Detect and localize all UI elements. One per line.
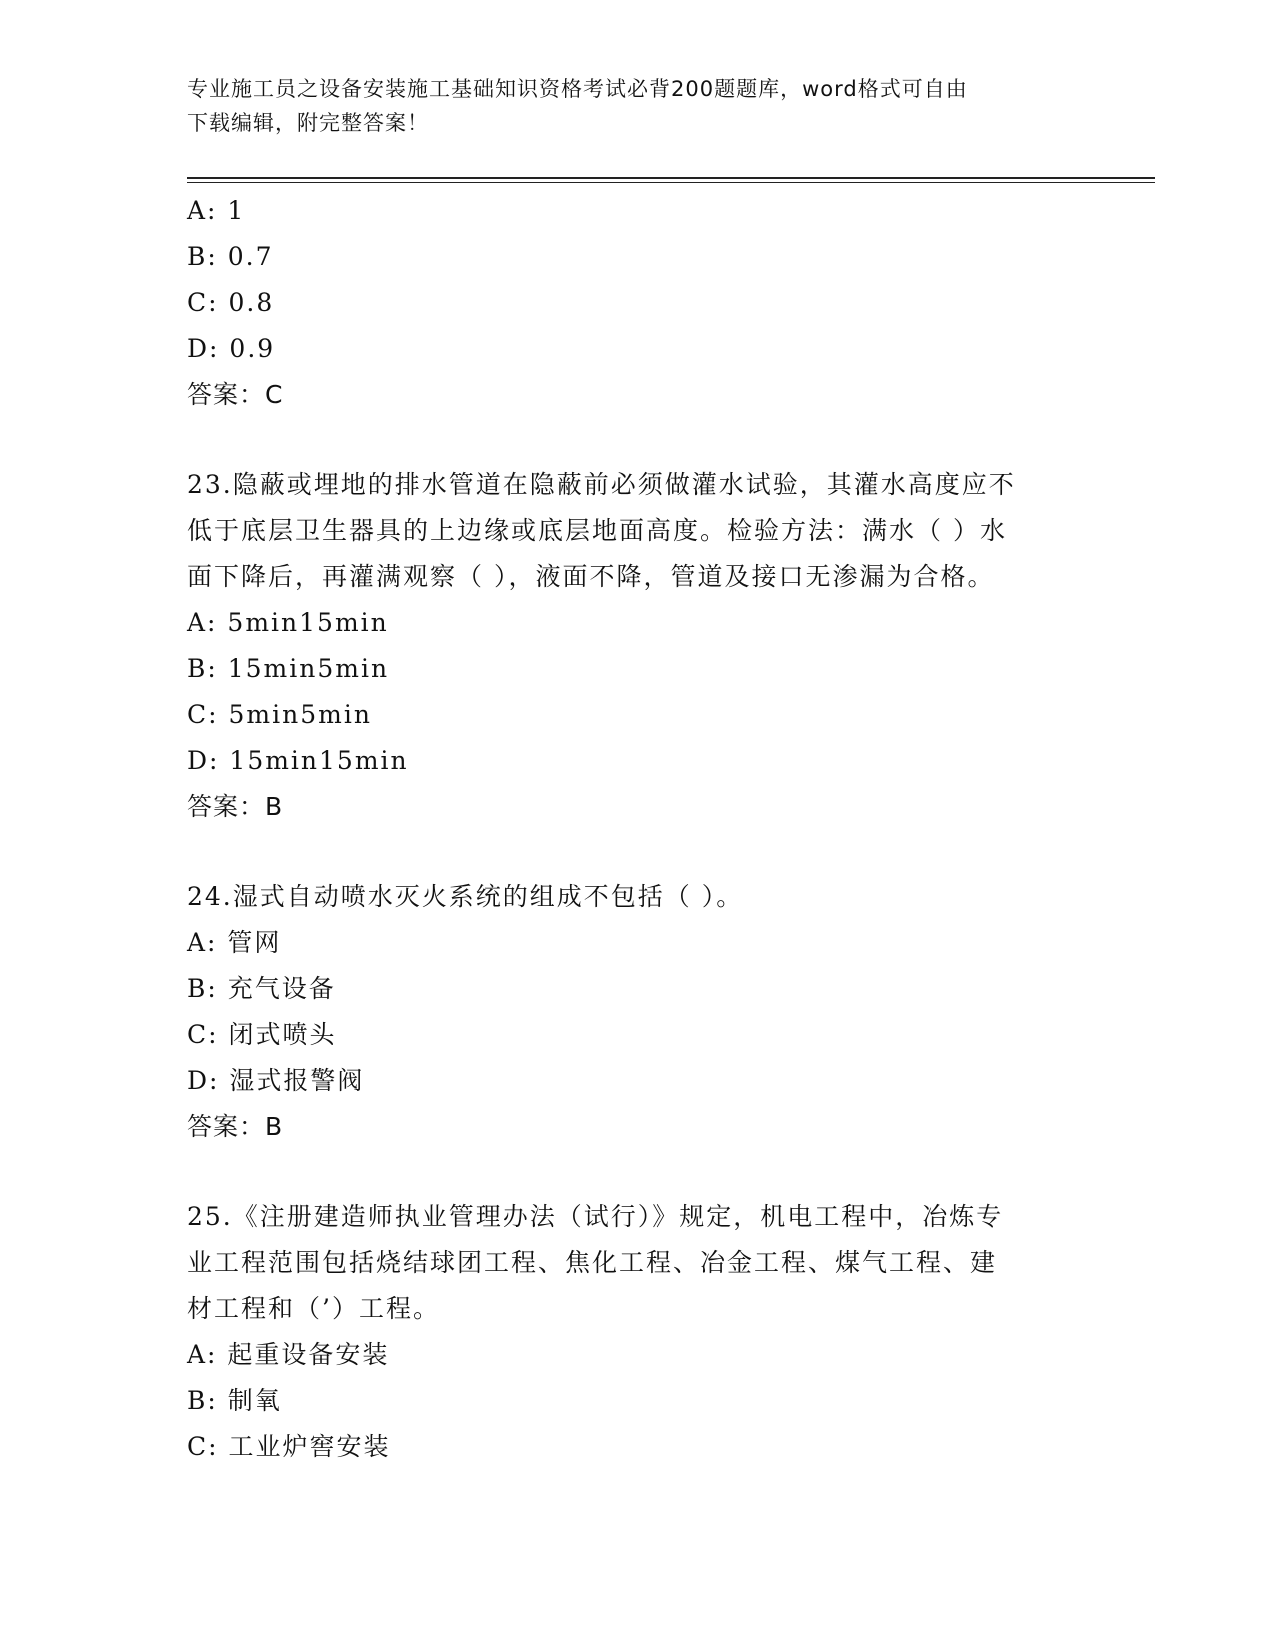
question-stem-line: 材工程和（’）工程。 — [187, 1294, 440, 1323]
spacer — [187, 1150, 1067, 1194]
question-stem-line: 面下降后，再灌满观察（ ），液面不降，管道及接口无渗漏为合格。 — [187, 562, 995, 591]
option-d: D: 15min15min — [187, 746, 409, 775]
option-a: A: 起重设备安装 — [187, 1340, 390, 1369]
answer-line: 答案：B — [187, 1112, 284, 1141]
option-a: A: 管网 — [187, 928, 282, 957]
spacer — [187, 418, 1067, 462]
question-list — [187, 188, 1067, 1470]
question-25 — [187, 1194, 1067, 1470]
document-header — [187, 72, 1067, 140]
option-c: C: 0.8 — [187, 288, 275, 317]
question-22 — [187, 188, 1067, 418]
question-23 — [187, 462, 1067, 830]
option-b: B: 0.7 — [187, 242, 274, 271]
question-stem-line: 25.《注册建造师执业管理办法（试行）》规定，机电工程中，冶炼专 — [187, 1202, 1004, 1231]
question-stem-line: 低于底层卫生器具的上边缘或底层地面高度。检验方法：满水（ ）水 — [187, 516, 1007, 545]
option-d: D: 湿式报警阀 — [187, 1066, 365, 1095]
option-a: A: 5min15min — [187, 608, 389, 637]
answer-line: 答案：B — [187, 792, 284, 821]
header-divider-thin — [187, 182, 1155, 183]
option-b: B: 充气设备 — [187, 974, 336, 1003]
option-a: A: 1 — [187, 196, 246, 225]
option-b: B: 15min5min — [187, 654, 390, 683]
spacer — [187, 830, 1067, 874]
option-d: D: 0.9 — [187, 334, 276, 363]
question-24 — [187, 874, 1067, 1150]
header-line-2: 下载编辑，附完整答案！ — [187, 111, 429, 135]
question-stem-line: 23.隐蔽或埋地的排水管道在隐蔽前必须做灌水试验，其灌水高度应不 — [187, 470, 1016, 499]
question-stem-line: 24.湿式自动喷水灭火系统的组成不包括（ ）。 — [187, 882, 744, 911]
header-divider-thick — [187, 177, 1155, 179]
option-b: B: 制氧 — [187, 1386, 282, 1415]
option-c: C: 工业炉窖安装 — [187, 1432, 391, 1461]
option-c: C: 5min5min — [187, 700, 372, 729]
answer-line: 答案：C — [187, 380, 284, 409]
header-line-1: 专业施工员之设备安装施工基础知识资格考试必背200题题库，word格式可自由 — [187, 77, 968, 101]
option-c: C: 闭式喷头 — [187, 1020, 337, 1049]
question-stem-line: 业工程范围包括烧结球团工程、焦化工程、冶金工程、煤气工程、建 — [187, 1248, 998, 1277]
